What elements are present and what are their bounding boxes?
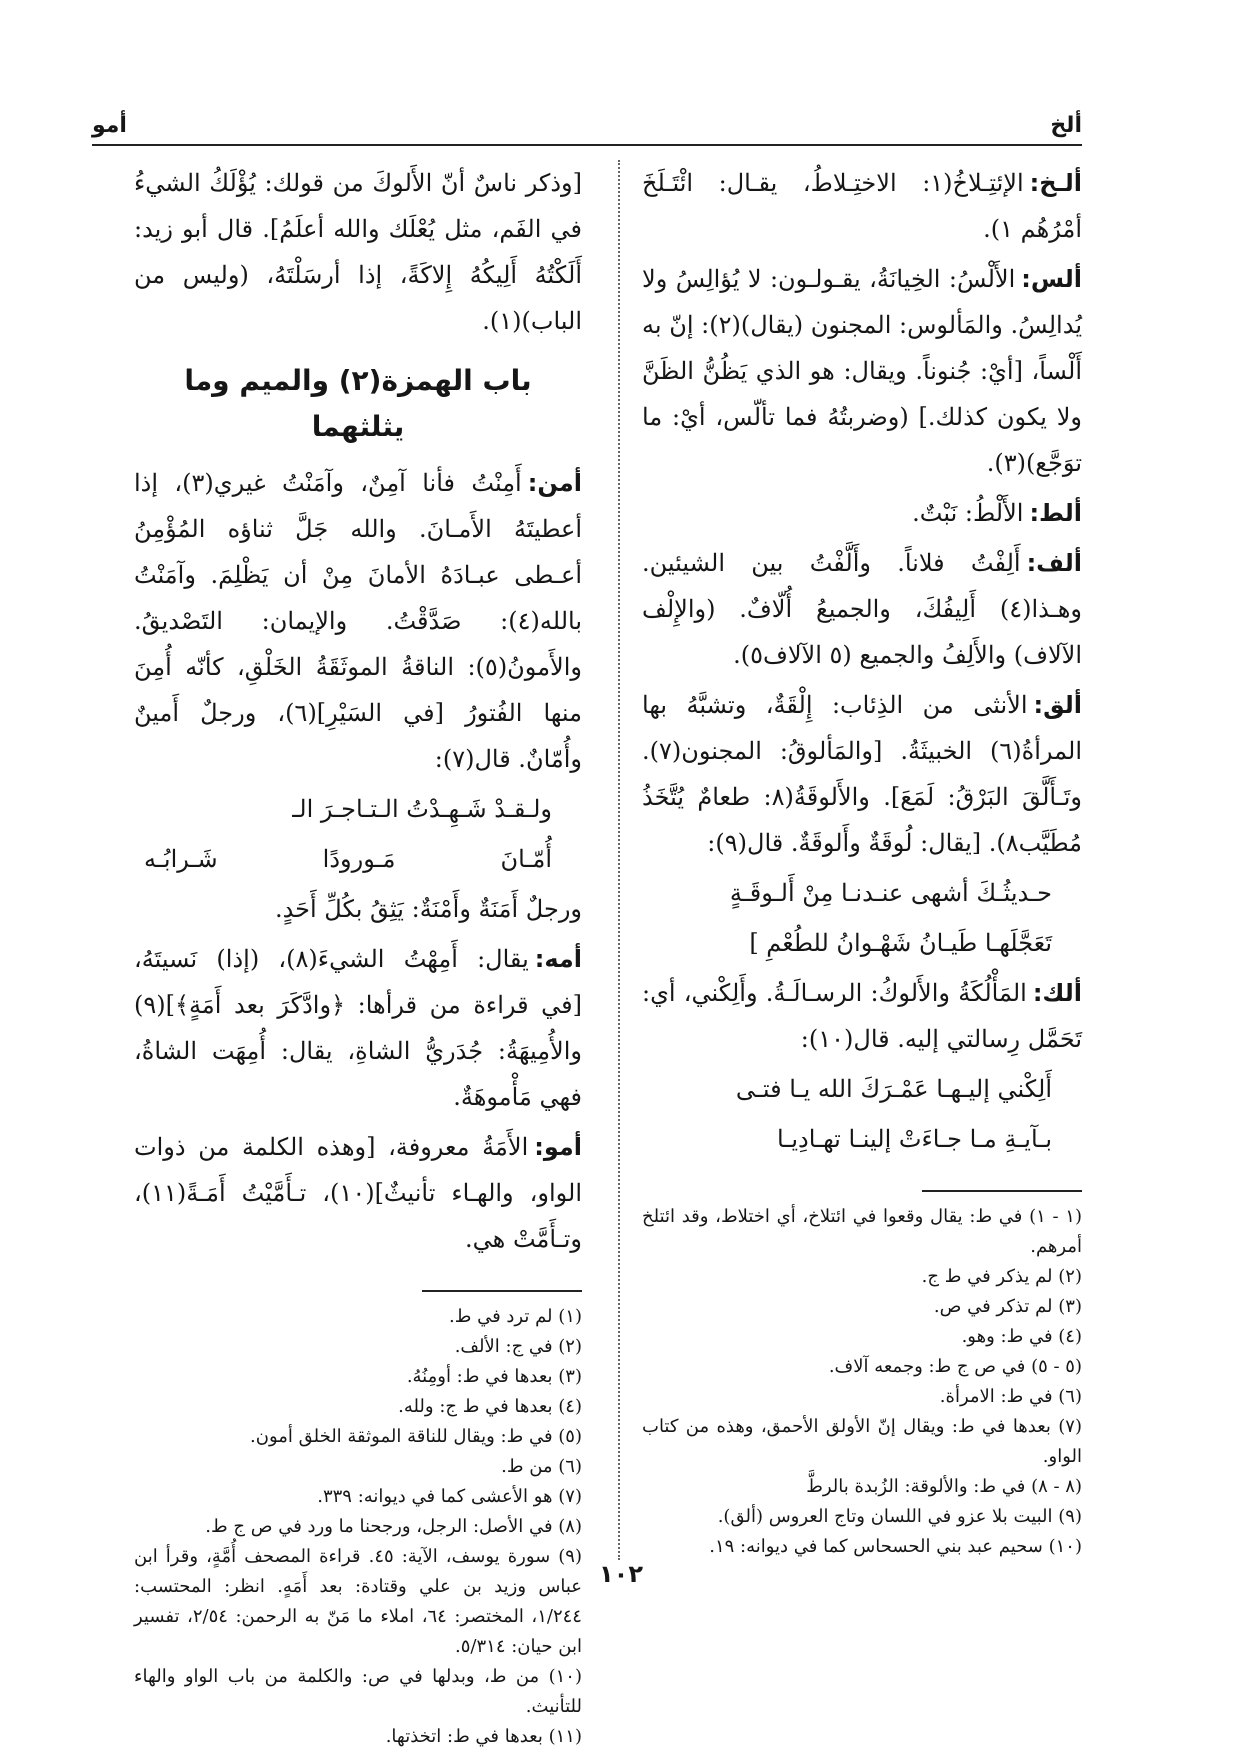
footnote: (٣) لم تذكر في ص. (933, 1296, 1082, 1317)
entry-text: الأنثى من الذِئاب: إِلْقَةٌ، وتشبَّهُ بها المرأةُ(٦) الخبيثَةُ. [والمَألوقُ: المجنون(٧). وتَـأَلَّقَ البَرْقُ: لَمَعَ]. والأَلوقَةُ(٨: طعامٌ يُتَّخَذُ مُطَيَّب٨). [يقال: لُوقَةٌ وأَلوقَةٌ. قال(٩): (642, 691, 1082, 857)
entry-text: أَمِنْتُ فأنا آمِنٌ، وآمَنْتُ غيري(٣)، إذا أعطيتَهُ الأَمـانَ. والله جَلَّ ثناؤه المُؤْمِنُ أعـطى عبـادَهُ الأمانَ مِنْ أن يَظْلِمَ. وآمَنْتُ بالله(٤): صَدَّقْتُ. والإيمان: التَصْديقُ. والأَمونُ(٥): الناقةُ الموثَقَةُ الخَلْقِ، كأنّه أُمِنَ منها الفُتورُ [في السَيْرِ](٦)، ورجلٌ أَمينٌ وأُمّانٌ. قال(٧): (134, 469, 583, 773)
footnote: (١) لم ترد في ط. (448, 1306, 582, 1327)
entry-text: المَأْلُكَةُ والأَلوكُ: الرسـالَـةُ. وأَلِكْني، أي: تَحَمَّل رِسالتي إليه. قال(١٠): (642, 979, 1082, 1053)
footnote: (٨ - ٨) في ط: والألوقة: الزُبدة بالرطَّ (806, 1476, 1082, 1497)
footnote-rule (922, 1190, 1082, 1192)
after-verse-text: ورجلٌ أَمَنَةٌ وأَمْنَةٌ: يَثِقُ بكُلِّ أَحَدٍ. (274, 895, 582, 923)
page-number: ١٠٢ (599, 1560, 643, 1588)
footnote: (٦) في ط: الامرأة. (939, 1386, 1082, 1407)
entry-text: الإئتِـلاخُ(١: الاختِـلاطُ، يقـال: ائْتَـلَخَ أمْرُهُم ١). (642, 169, 1082, 243)
entry-alf (642, 540, 1082, 678)
footnote: (٨) في الأصل: الرجل، ورجحنا ما ورد في ص ج ط. (205, 1516, 582, 1537)
headword: ألك: (1032, 979, 1082, 1007)
left-column (134, 160, 582, 1752)
footnote: (٩) سورة يوسف، الآية: ٤٥. قراءة المصحف أُمَّةٍ، وقرأ ابن عباس وزيد بن علي وقتادة: بعد أَمَهٍ. انظر: المحتسب: ١/٢٤٤، المختصر: ٦٤، املاء ما مَنّ به الرحمن: ٢/٥٤، تفسير ابن حيان: ٥/٣١٤. (134, 1546, 582, 1657)
entry-als (642, 256, 1082, 486)
footnote: (١ - ١) في ط: يقال وقعوا في ائتلاخ، أي اختلاط، وقد ائتلخ أمرهم. (642, 1206, 1082, 1257)
verse-line: تَعَجَّلَهـا طَيـانُ شَهْـوانُ للطُعْمِ ] (749, 929, 1052, 957)
footnote: (١٠) من ط، وبدلها في ص: والكلمة من باب الواو والهاء للتأنيث. (134, 1666, 582, 1717)
footnote: (٣) بعدها في ط: أومِنُهُ. (406, 1366, 582, 1387)
section-title: باب الهمزة(٢) والميم وما يثلثهما (184, 364, 532, 443)
verse-word: شَـرابُـه (144, 845, 218, 873)
column-divider (618, 160, 620, 1560)
footnotes-left (134, 1302, 582, 1752)
entry-alk (642, 970, 1082, 1062)
entry-text: الأَلْسُ: الخِيانَةُ، يقـولـون: لا يُؤالِسُ ولا يُدالِسُ. والمَألوس: المجنون (يقال)(٢): إنّ به أَلْساً، [أيْ: جُنوناً. ويقال: هو الذي يَظُنُّ الظَنَّ ولا يكون كذلك.] (وضربتُهُ فما تألّس، أيْ: ما توَجَّع)(٣). (642, 265, 1083, 477)
verse-line: حـديثُـكَ أشهى عنـدنـا مِنْ أَلـوقَـةٍ (729, 879, 1052, 907)
headword: أمه: (534, 945, 582, 973)
entry-text: الأَلْطُ: نَبْتٌ. (912, 499, 1024, 527)
verse-word: أُمّـانَ (500, 845, 552, 873)
headword: ألط: (1029, 499, 1082, 527)
verse-line: ولـقـدْ شَـهِـدْتُ الـتـاجـرَ الـ (292, 795, 552, 823)
footnote: (٤) بعدها في ط ج: ولله. (398, 1396, 582, 1417)
entry-amn (134, 460, 582, 782)
headword: ألف: (1026, 549, 1082, 577)
entry-alq (642, 682, 1082, 866)
header-left-word: أمو (92, 113, 127, 138)
footnote: (٦) من ط. (501, 1456, 582, 1477)
verse-line: بـآيـةِ مـا جـاءَتْ إلينـا تهـادِيـا (777, 1125, 1052, 1153)
footnote: (٥ - ٥) في ص ج ط: وجمعه آلاف. (828, 1356, 1082, 1377)
headword: ألس: (1021, 265, 1082, 293)
running-header (92, 104, 1082, 146)
headword: أمو: (534, 1133, 582, 1161)
entry-text: أَلِفْتُ فلاناً. وأَلَّفْتُ بين الشيئين. وهـذا(٤) أَلِيفُكَ، والجميعُ أُلّافٌ. (والإِلْف الآلاف) والأَلِفُ والجميع (٥ الآلاف٥). (642, 549, 1082, 669)
footnote: (٢) لم يذكر في ط ج. (921, 1266, 1082, 1287)
entry-amh (134, 936, 582, 1120)
footnote: (٧) هو الأعشى كما في ديوانه: ٣٣٩. (317, 1486, 582, 1507)
intro-paragraph: [وذكر ناسٌ أنّ الأَلوكَ من قولك: يُؤْلَكُ الشيءُ في الفَم، مثل يُعْلَك والله أعلَمُ]. قال أبو زيد: أَلَكْتُهُ أَلِيكُهُ إِلاكَةً، إذا أرسَلْتَهُ، (وليس من الباب)(١). (134, 169, 582, 335)
footnote: (٤) في ط: وهو. (961, 1326, 1082, 1347)
entry-alkh (642, 160, 1082, 252)
footnote: (١٠) سحيم عبد بني الحسحاس كما في ديوانه: ١٩. (709, 1536, 1082, 1557)
header-right-word: ألخ (1050, 113, 1082, 138)
footnote: (١١) بعدها في ط: اتخذتها. (385, 1726, 582, 1747)
headword: ألق: (1033, 691, 1082, 719)
headword: أمن: (527, 469, 582, 497)
entry-amw (134, 1124, 582, 1262)
verse-line: أَلِكْني إليـهـا عَمْـرَكَ الله يـا فتـى (735, 1075, 1052, 1103)
footnote: (٢) في ج: الألف. (454, 1336, 582, 1357)
verse-line (134, 836, 582, 882)
footnotes-right (642, 1202, 1082, 1562)
footnote: (٧) بعدها في ط: ويقال إنّ الأولق الأحمق، وهذه من كتاب الواو. (642, 1416, 1082, 1467)
headword: ألـخ: (1029, 169, 1082, 197)
entry-text: يقال: أَمِهْتُ الشيءَ(٨)، (إذا) نَسيتَهُ، [في قراءة من قرأها: ﴿وادَّكَرَ بعد أَمَةٍ﴾](٩) والأُمِيهَةُ: جُدَريُّ الشاةِ، يقال: أُمِهَت الشاةُ، فهي مَأْموهَةٌ. (134, 945, 582, 1111)
footnote: (٥) في ط: ويقال للناقة الموثقة الخلق أمون. (250, 1426, 582, 1447)
verse-word: مَـورودًا (322, 845, 396, 873)
footnote-rule (422, 1290, 582, 1292)
footnote: (٩) البيت بلا عزو في اللسان وتاج العروس (ألق). (717, 1506, 1082, 1527)
right-column (642, 160, 1082, 1562)
entry-alt (642, 490, 1082, 536)
entry-text: الأَمَةُ معروفة، [وهذه الكلمة من ذوات الواو، والهـاء تأنيثٌ](١٠)، تـأَمَّيْتُ أَمَـةً(١١)، وتـأَمَّتْ هي. (134, 1133, 582, 1253)
